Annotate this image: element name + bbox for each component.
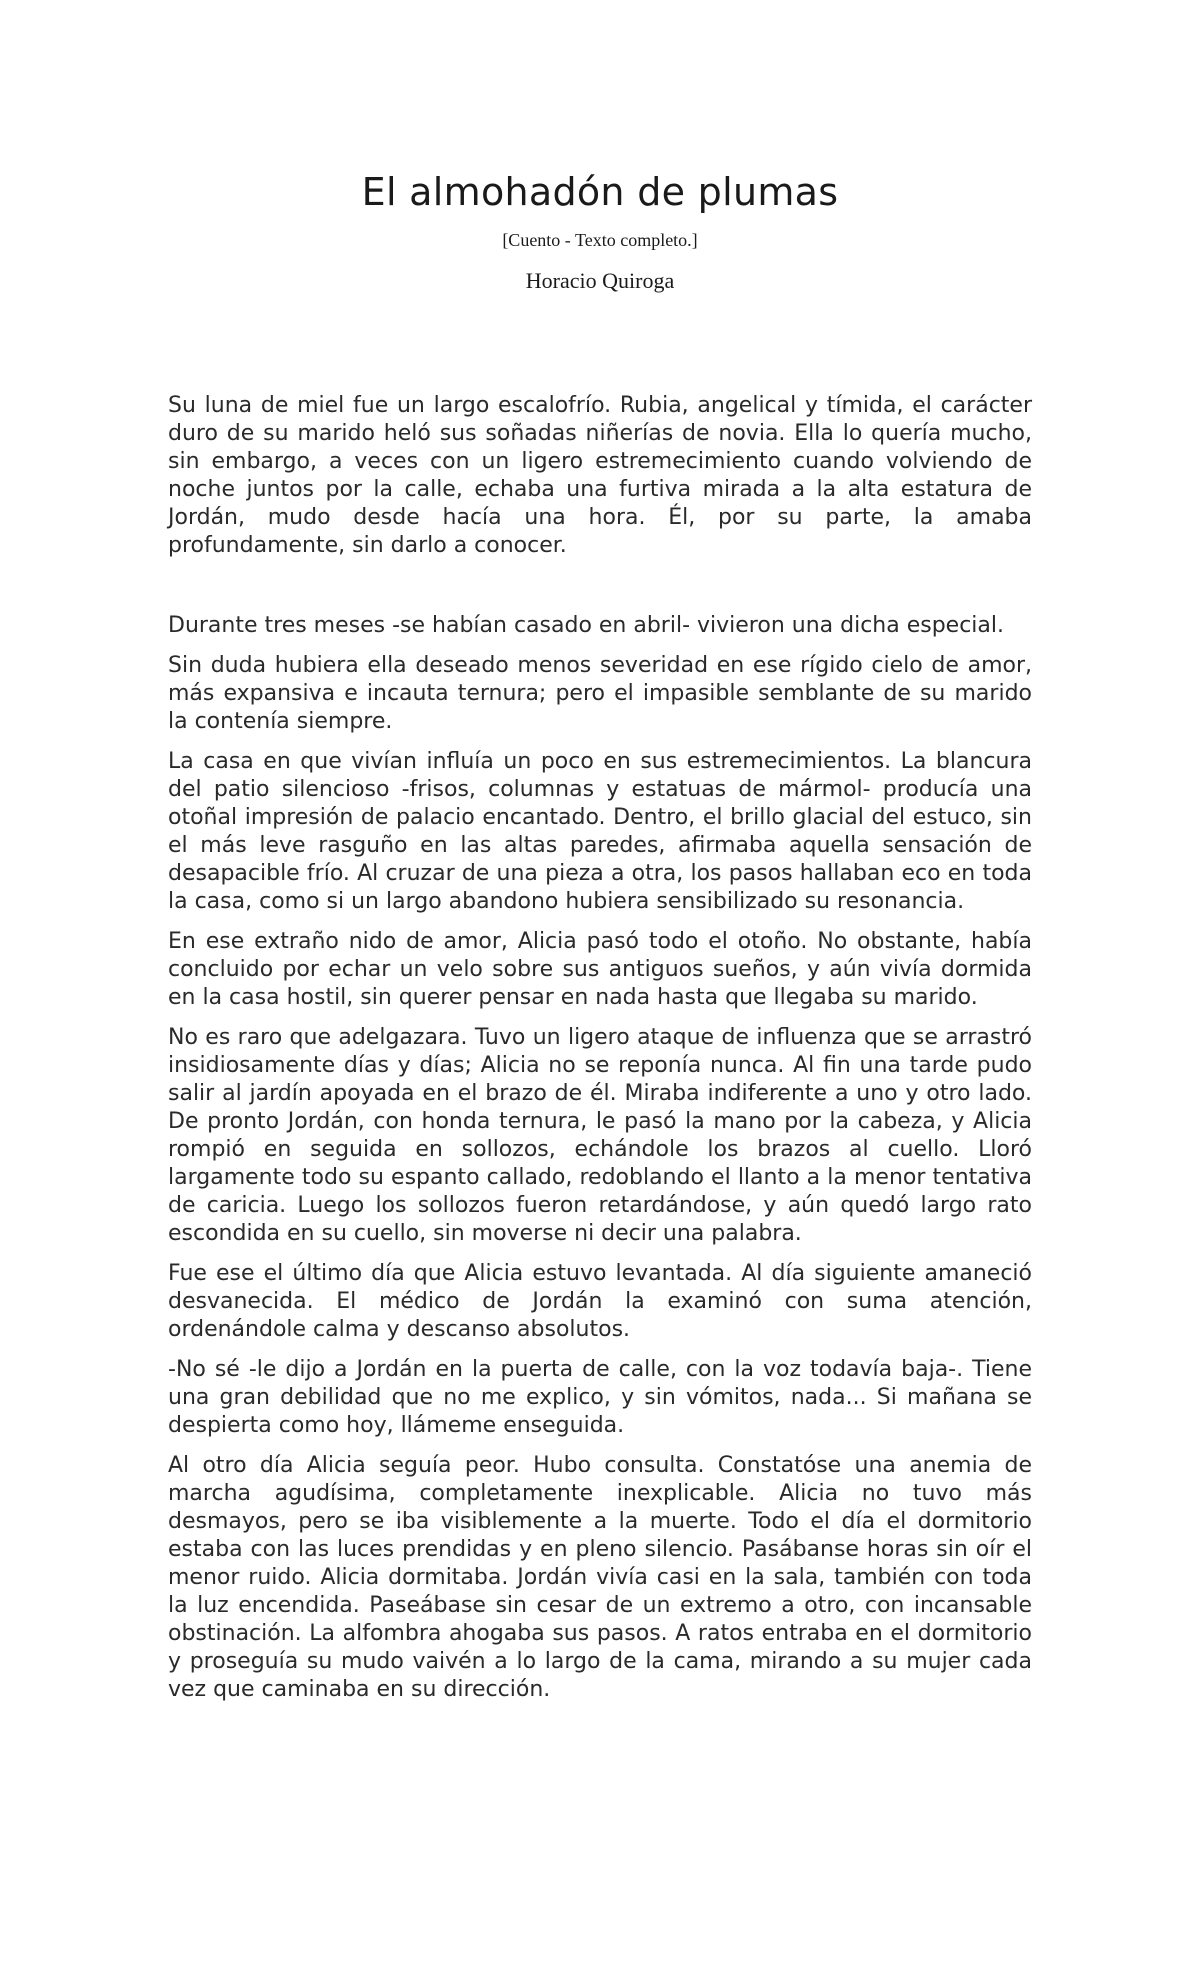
document-author: Horacio Quiroga: [525, 268, 675, 293]
paragraph: -No sé -le dijo a Jordán en la puerta de calle, con la voz todavía baja-. Tiene una gran debilidad que no me explico, y sin vómitos, nada... Si mañana se despierta como hoy, llámeme enseguida.: [168, 1357, 1032, 1438]
paragraph: En ese extraño nido de amor, Alicia pasó todo el otoño. No obstante, había concluido por echar un velo sobre sus antiguos sueños, y aún vivía dormida en la casa hostil, sin querer pensar en nada hasta que llegaba su marido.: [168, 929, 1032, 1010]
story-body: [168, 392, 1032, 1716]
paragraph: Sin duda hubiera ella deseado menos severidad en ese rígido cielo de amor, más expansiva e incauta ternura; pero el impasible semblante de su marido la contenía siempre.: [168, 653, 1032, 734]
paragraph: No es raro que adelgazara. Tuvo un ligero ataque de influenza que se arrastró insidiosamente días y días; Alicia no se reponía nunca. Al fin una tarde pudo salir al jardín apoyada en el brazo de él. Miraba indiferente a uno y otro lado. De pronto Jordán, con honda ternura, le pasó la mano por la cabeza, y Alicia rompió en seguida en sollozos, echándole los brazos al cuello. Lloró largamente todo su espanto callado, redoblando el llanto a la menor tentativa de caricia. Luego los sollozos fueron retardándose, y aún quedó largo rato escondida en su cuello, sin moverse ni decir una palabra.: [168, 1025, 1032, 1246]
document-title: El almohadón de plumas: [361, 170, 839, 214]
paragraph: Fue ese el último día que Alicia estuvo levantada. Al día siguiente amaneció desvanecida. El médico de Jordán la examinó con suma atención, ordenándole calma y descanso absolutos.: [168, 1261, 1032, 1342]
paragraph: La casa en que vivían influía un poco en sus estremecimientos. La blancura del patio silencioso -frisos, columnas y estatuas de mármol- producía una otoñal impresión de palacio encantado. Dentro, el brillo glacial del estuco, sin el más leve rasguño en las altas paredes, afirmaba aquella sensación de desapacible frío. Al cruzar de una pieza a otra, los pasos hallaban eco en toda la casa, como si un largo abandono hubiera sensibilizado su resonancia.: [168, 749, 1032, 914]
paragraph: Durante tres meses -se habían casado en abril- vivieron una dicha especial.: [168, 613, 1005, 638]
paragraph: Su luna de miel fue un largo escalofrío. Rubia, angelical y tímida, el carácter duro de su marido heló sus soñadas niñerías de novia. Ella lo quería mucho, sin embargo, a veces con un ligero estremecimiento cuando volviendo de noche juntos por la calle, echaba una furtiva mirada a la alta estatura de Jordán, mudo desde hacía una hora. Él, por su parte, la amaba profundamente, sin darlo a conocer.: [168, 393, 1032, 558]
document-subtitle: [Cuento - Texto completo.]: [502, 230, 698, 250]
paragraph: Al otro día Alicia seguía peor. Hubo consulta. Constatóse una anemia de marcha agudísima, completamente inexplicable. Alicia no tuvo más desmayos, pero se iba visiblemente a la muerte. Todo el día el dormitorio estaba con las luces prendidas y en pleno silencio. Pasábanse horas sin oír el menor ruido. Alicia dormitaba. Jordán vivía casi en la sala, también con toda la luz encendida. Paseábase sin cesar de un extremo a otro, con incansable obstinación. La alfombra ahogaba sus pasos. A ratos entraba en el dormitorio y proseguía su mudo vaivén a lo largo de la cama, mirando a su mujer cada vez que caminaba en su dirección.: [168, 1453, 1032, 1702]
